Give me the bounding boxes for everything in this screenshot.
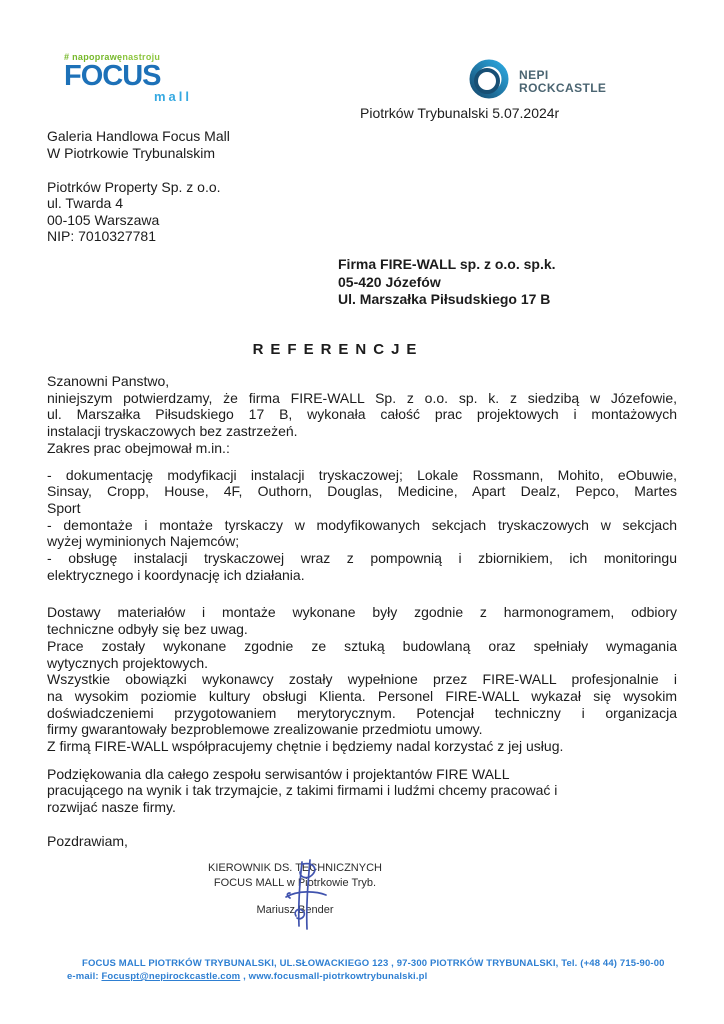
- sender-address: [47, 128, 230, 161]
- focus-logo-wordmark: FOCUS: [64, 60, 161, 92]
- signer-role-line1: KIEROWNIK DS. TECHNICZNYCH: [208, 862, 382, 874]
- sender-company-line: Piotrków Property Sp. z o.o.: [47, 179, 221, 195]
- body-paragraph: [47, 467, 677, 584]
- footer: [0, 957, 724, 983]
- body-line: ul. Marszałka Piłsudskiego 17 B, wykonała całość prac projektowych i montażowych: [47, 406, 677, 423]
- body-line: Podziękowania dla całego zespołu serwisantów i projektantów FIRE WALL: [47, 765, 510, 782]
- body-line: - demontaże i montaże tyrskaczy w modyfikowanych sekcjach tryskaczowych w sekcjach: [47, 516, 677, 533]
- date-line: Piotrków Trybunalski 5.07.2024r: [360, 105, 560, 121]
- body-line: Szanowni Panstwo,: [47, 373, 170, 389]
- page-title: REFERENCJE: [252, 341, 424, 358]
- tagline-rest: nastroju: [122, 52, 161, 62]
- footer-email-label: e-mail:: [67, 971, 102, 982]
- body-line: wytycznych projektowych.: [47, 654, 209, 671]
- footer-address-line: FOCUS MALL PIOTRKÓW TRYBUNALSKI, UL.SŁOWACKIEGO 123 , 97-300 PIOTRKÓW TRYBUNALSKI, Tel. (+48 44) 715-90-00: [82, 958, 665, 969]
- signer-role-line2: FOCUS MALL w Piotrkowie Tryb.: [213, 877, 377, 889]
- sender-company-line: ul. Twarda 4: [47, 195, 124, 212]
- body-line: Sinsay, Cropp, House, 4F, Outhorn, Douglas, Medicine, Apart Dealz, Pepco, Martes: [47, 483, 677, 500]
- body-line: wyżej wyminionych Najemców;: [47, 533, 240, 550]
- body-line: Z firmą FIRE-WALL współpracujemy chętnie i będziemy nadal korzystać z jej usług.: [47, 738, 564, 755]
- recipient-line: 05-420 Józefów: [338, 273, 441, 290]
- body-line: Dostawy materiałów i montaże wykonane były zgodnie z harmonogramem, odbiory: [47, 604, 677, 621]
- sender-line: W Piotrkowie Trybunalskim: [47, 144, 216, 161]
- body-line: niniejszym potwierdzamy, że firma FIRE-WALL Sp. z o.o. sp. k. z siedzibą w Józefowie,: [47, 389, 677, 406]
- nepi-logo-text: [519, 69, 606, 94]
- closing-line: Pozdrawiam,: [47, 832, 128, 849]
- sender-line: Galeria Handlowa Focus Mall: [47, 128, 230, 144]
- nepi-line1: NEPI: [519, 68, 549, 82]
- body-line: doświadczeniemi przygotowaniem merytorycznym. Potencjał techniczny i organizacja: [47, 704, 677, 721]
- body-line: Wszystkie obowiązki wykonawcy zostały wypełnione przez FIRE-WALL profesjonalnie i: [47, 671, 677, 688]
- sender-company-address: [47, 179, 221, 245]
- focus-logo-mall: mall: [153, 89, 192, 104]
- body-line: instalacji tryskaczowych bez zastrzeżeń.: [47, 423, 298, 440]
- body-paragraph: [47, 766, 677, 816]
- letter-body: [47, 373, 677, 850]
- body-line: elektrycznego i koordynację ich działania.: [47, 566, 305, 583]
- nepi-line2: ROCKCASTLE: [519, 80, 607, 95]
- footer-email-link[interactable]: Focuspt@nepirockcastle.com: [101, 971, 241, 982]
- body-line: Prace zostały wykonane zgodnie ze sztuką budowlaną oraz spełniały wymagania: [47, 637, 677, 654]
- body-line: Zakres prac obejmował m.in.:: [47, 439, 230, 456]
- footer-contact-line: [0, 970, 724, 983]
- sender-company-line: 00-105 Warszawa: [47, 211, 160, 228]
- focus-mall-logo: [64, 52, 214, 103]
- body-line: na wysokim poziomie kultury obsługi Klienta. Personel FIRE-WALL wykazał się wysokim: [47, 687, 677, 704]
- body-paragraph: [47, 604, 677, 754]
- nepi-ring-icon: [468, 58, 510, 105]
- signer-name: Mariusz Bender: [256, 904, 334, 916]
- sender-company-line: NIP: 7010327781: [47, 228, 156, 245]
- body-paragraph: [47, 373, 677, 457]
- signature-block: [155, 861, 435, 918]
- recipient-line: Ul. Marszałka Piłsudskiego 17 B: [338, 291, 551, 307]
- footer-separator: ,: [240, 971, 249, 982]
- tagline-main: napoprawę: [72, 52, 123, 62]
- body-line: rozwijać nasze firmy.: [47, 799, 176, 816]
- body-line: Sport: [47, 499, 81, 516]
- tagline-hash: #: [64, 52, 73, 62]
- body-line: techniczne odbyły się bez uwag.: [47, 621, 248, 638]
- body-line: firmy gwarantowały bezproblemowe zrealizowanie przedmiotu umowy.: [47, 721, 483, 738]
- body-line: pracującego na wynik i tak trzymajcie, z takimi firmami i ludźmi chcemy pracować i: [47, 782, 558, 799]
- nepi-rockcastle-logo: [468, 58, 606, 105]
- recipient-line: Firma FIRE-WALL sp. z o.o. sp.k.: [338, 256, 556, 272]
- footer-website: www.focusmall-piotrkowtrybunalski.pl: [248, 971, 428, 982]
- body-line: - dokumentację modyfikacji instalacji tryskaczowej; Lokale Rossmann, Mohito, eObuwie,: [47, 466, 677, 483]
- body-line: - obsługę instalacji tryskaczowej wraz z pompownią i zbiornikiem, ich monitoringu: [47, 550, 677, 567]
- recipient-address: [338, 256, 556, 309]
